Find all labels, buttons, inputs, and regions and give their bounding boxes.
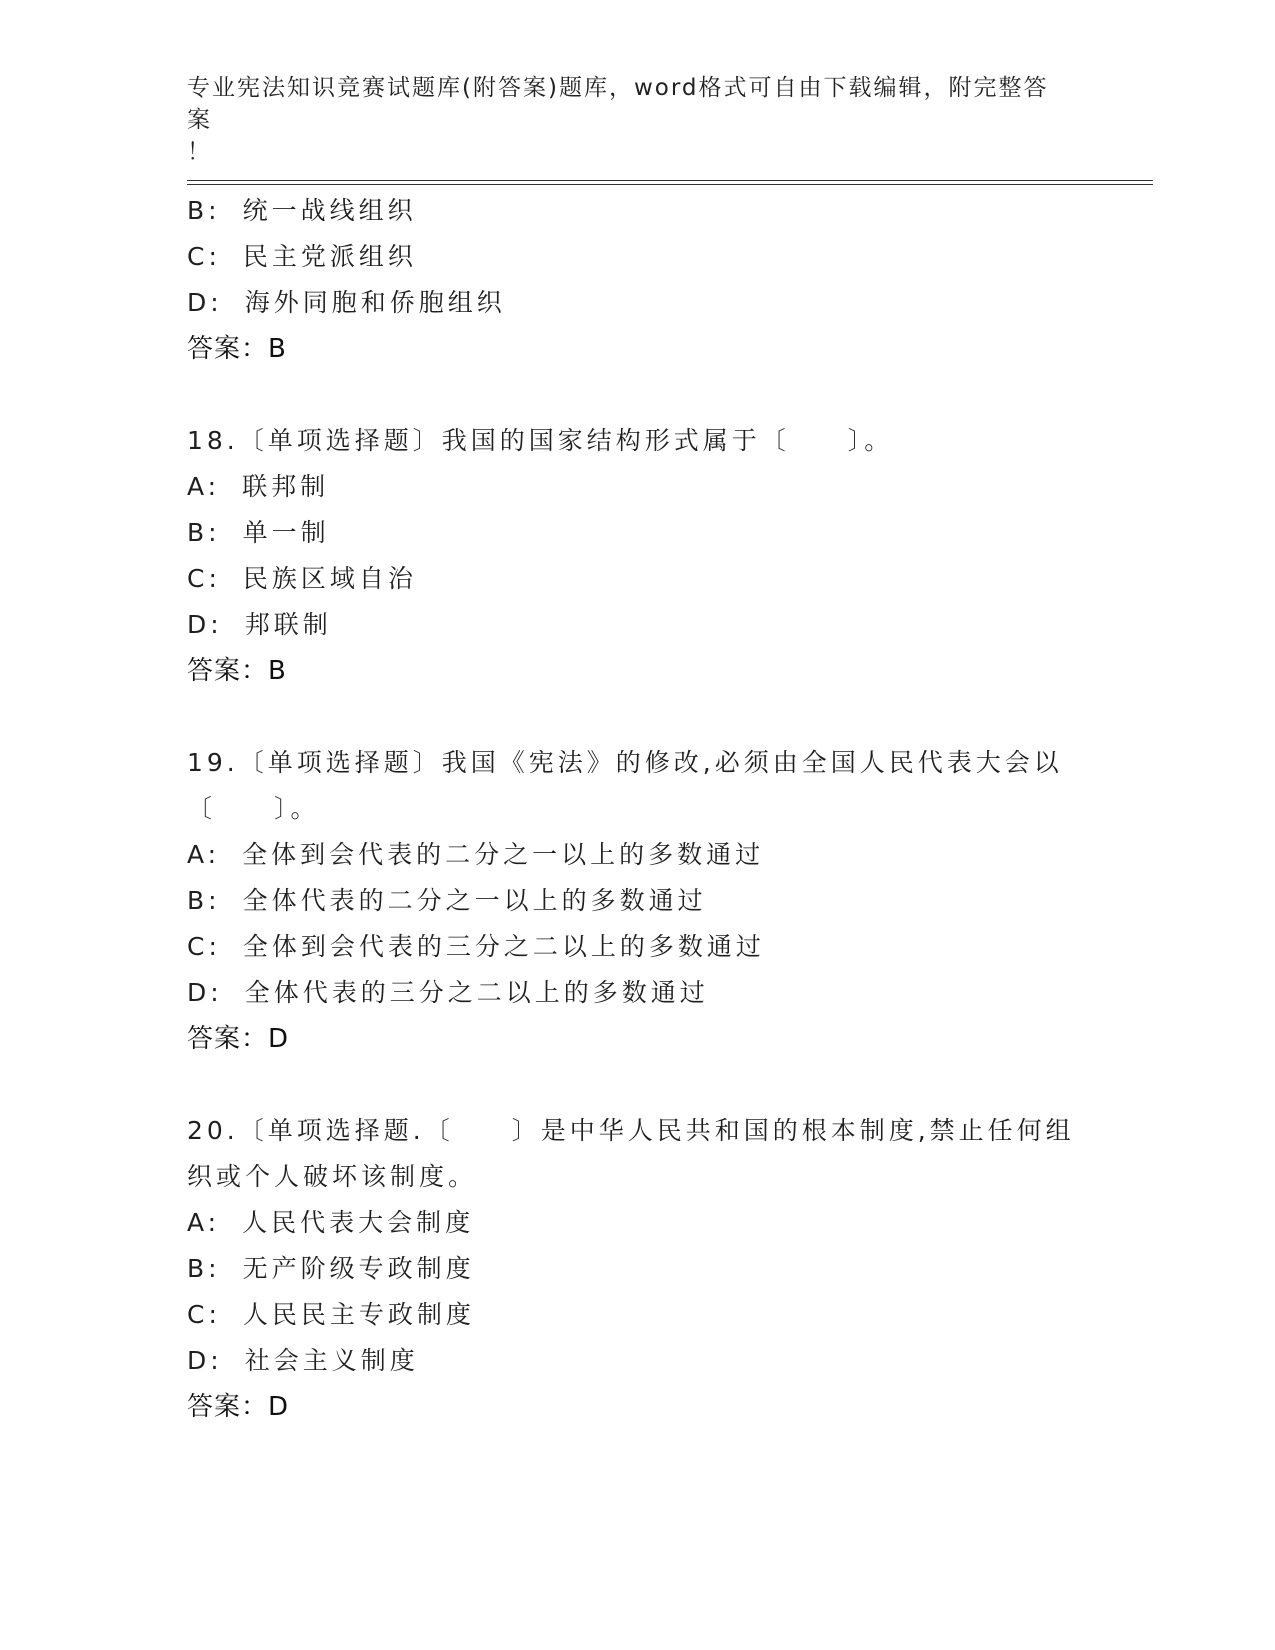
option-c (187, 234, 1087, 280)
option-text: 全体到会代表的三分之二以上的多数通过 (242, 932, 765, 961)
option-c (187, 924, 1087, 970)
question-19-block (187, 740, 1087, 1062)
option-key: C: (187, 932, 221, 961)
question-17-block (187, 188, 1087, 372)
question-18-block (187, 418, 1087, 694)
header-title-continuation: ！ (187, 139, 212, 165)
question-20-block (187, 1108, 1087, 1430)
option-text: 民族区域自治 (242, 564, 417, 593)
header-divider-bottom (187, 184, 1153, 185)
question-list (187, 188, 1087, 1430)
option-text: 海外同胞和侨胞组织 (244, 288, 506, 317)
option-b (187, 878, 1087, 924)
option-d (187, 1338, 1087, 1384)
header-divider-top (187, 180, 1153, 181)
option-text: 单一制 (242, 518, 330, 547)
option-a (187, 464, 1087, 510)
option-d (187, 970, 1087, 1016)
option-text: 联邦制 (242, 472, 330, 501)
option-key: B: (187, 886, 221, 915)
answer-line: 答案：B (187, 334, 287, 364)
option-key: C: (187, 242, 221, 271)
option-text: 邦联制 (244, 610, 332, 639)
option-a (187, 1200, 1087, 1246)
option-text: 人民民主专政制度 (242, 1300, 475, 1329)
option-b (187, 1246, 1087, 1292)
option-key: A: (187, 1208, 221, 1237)
question-stem: 18.〔单项选择题〕我国的国家结构形式属于〔 〕。 (187, 426, 894, 455)
option-key: C: (187, 1300, 221, 1329)
answer-line: 答案：D (187, 1024, 290, 1054)
answer-line: 答案：D (187, 1392, 290, 1422)
option-d (187, 602, 1087, 648)
option-c (187, 1292, 1087, 1338)
option-key: B: (187, 196, 221, 225)
option-text: 全体代表的三分之二以上的多数通过 (244, 978, 709, 1007)
option-b (187, 188, 1087, 234)
option-key: A: (187, 472, 221, 501)
answer-line: 答案：B (187, 656, 287, 686)
question-stem-continuation: 〔 〕。 (187, 794, 320, 823)
option-text: 民主党派组织 (242, 242, 417, 271)
option-text: 无产阶级专政制度 (242, 1254, 475, 1283)
option-key: D: (187, 978, 223, 1007)
option-d (187, 280, 1087, 326)
option-text: 社会主义制度 (244, 1346, 419, 1375)
option-key: B: (187, 518, 221, 547)
question-stem-continuation: 织或个人破坏该制度。 (187, 1162, 478, 1191)
option-text: 全体到会代表的二分之一以上的多数通过 (242, 840, 765, 869)
option-text: 全体代表的二分之一以上的多数通过 (242, 886, 707, 915)
option-text: 统一战线组织 (242, 196, 417, 225)
option-key: C: (187, 564, 221, 593)
question-stem: 20.〔单项选择题.〔 〕是中华人民共和国的根本制度,禁止任何组 (187, 1116, 1075, 1145)
option-key: B: (187, 1254, 221, 1283)
option-key: A: (187, 840, 221, 869)
option-key: D: (187, 1346, 223, 1375)
option-c (187, 556, 1087, 602)
header-title-line: 专业宪法知识竞赛试题库(附答案)题库，word格式可自由下载编辑，附完整答案 (187, 75, 1049, 133)
option-a (187, 832, 1087, 878)
option-key: D: (187, 610, 223, 639)
option-key: D: (187, 288, 223, 317)
option-b (187, 510, 1087, 556)
question-stem: 19.〔单项选择题〕我国《宪法》的修改,必须由全国人民代表大会以 (187, 748, 1063, 777)
option-text: 人民代表大会制度 (242, 1208, 475, 1237)
document-header (187, 72, 1067, 168)
